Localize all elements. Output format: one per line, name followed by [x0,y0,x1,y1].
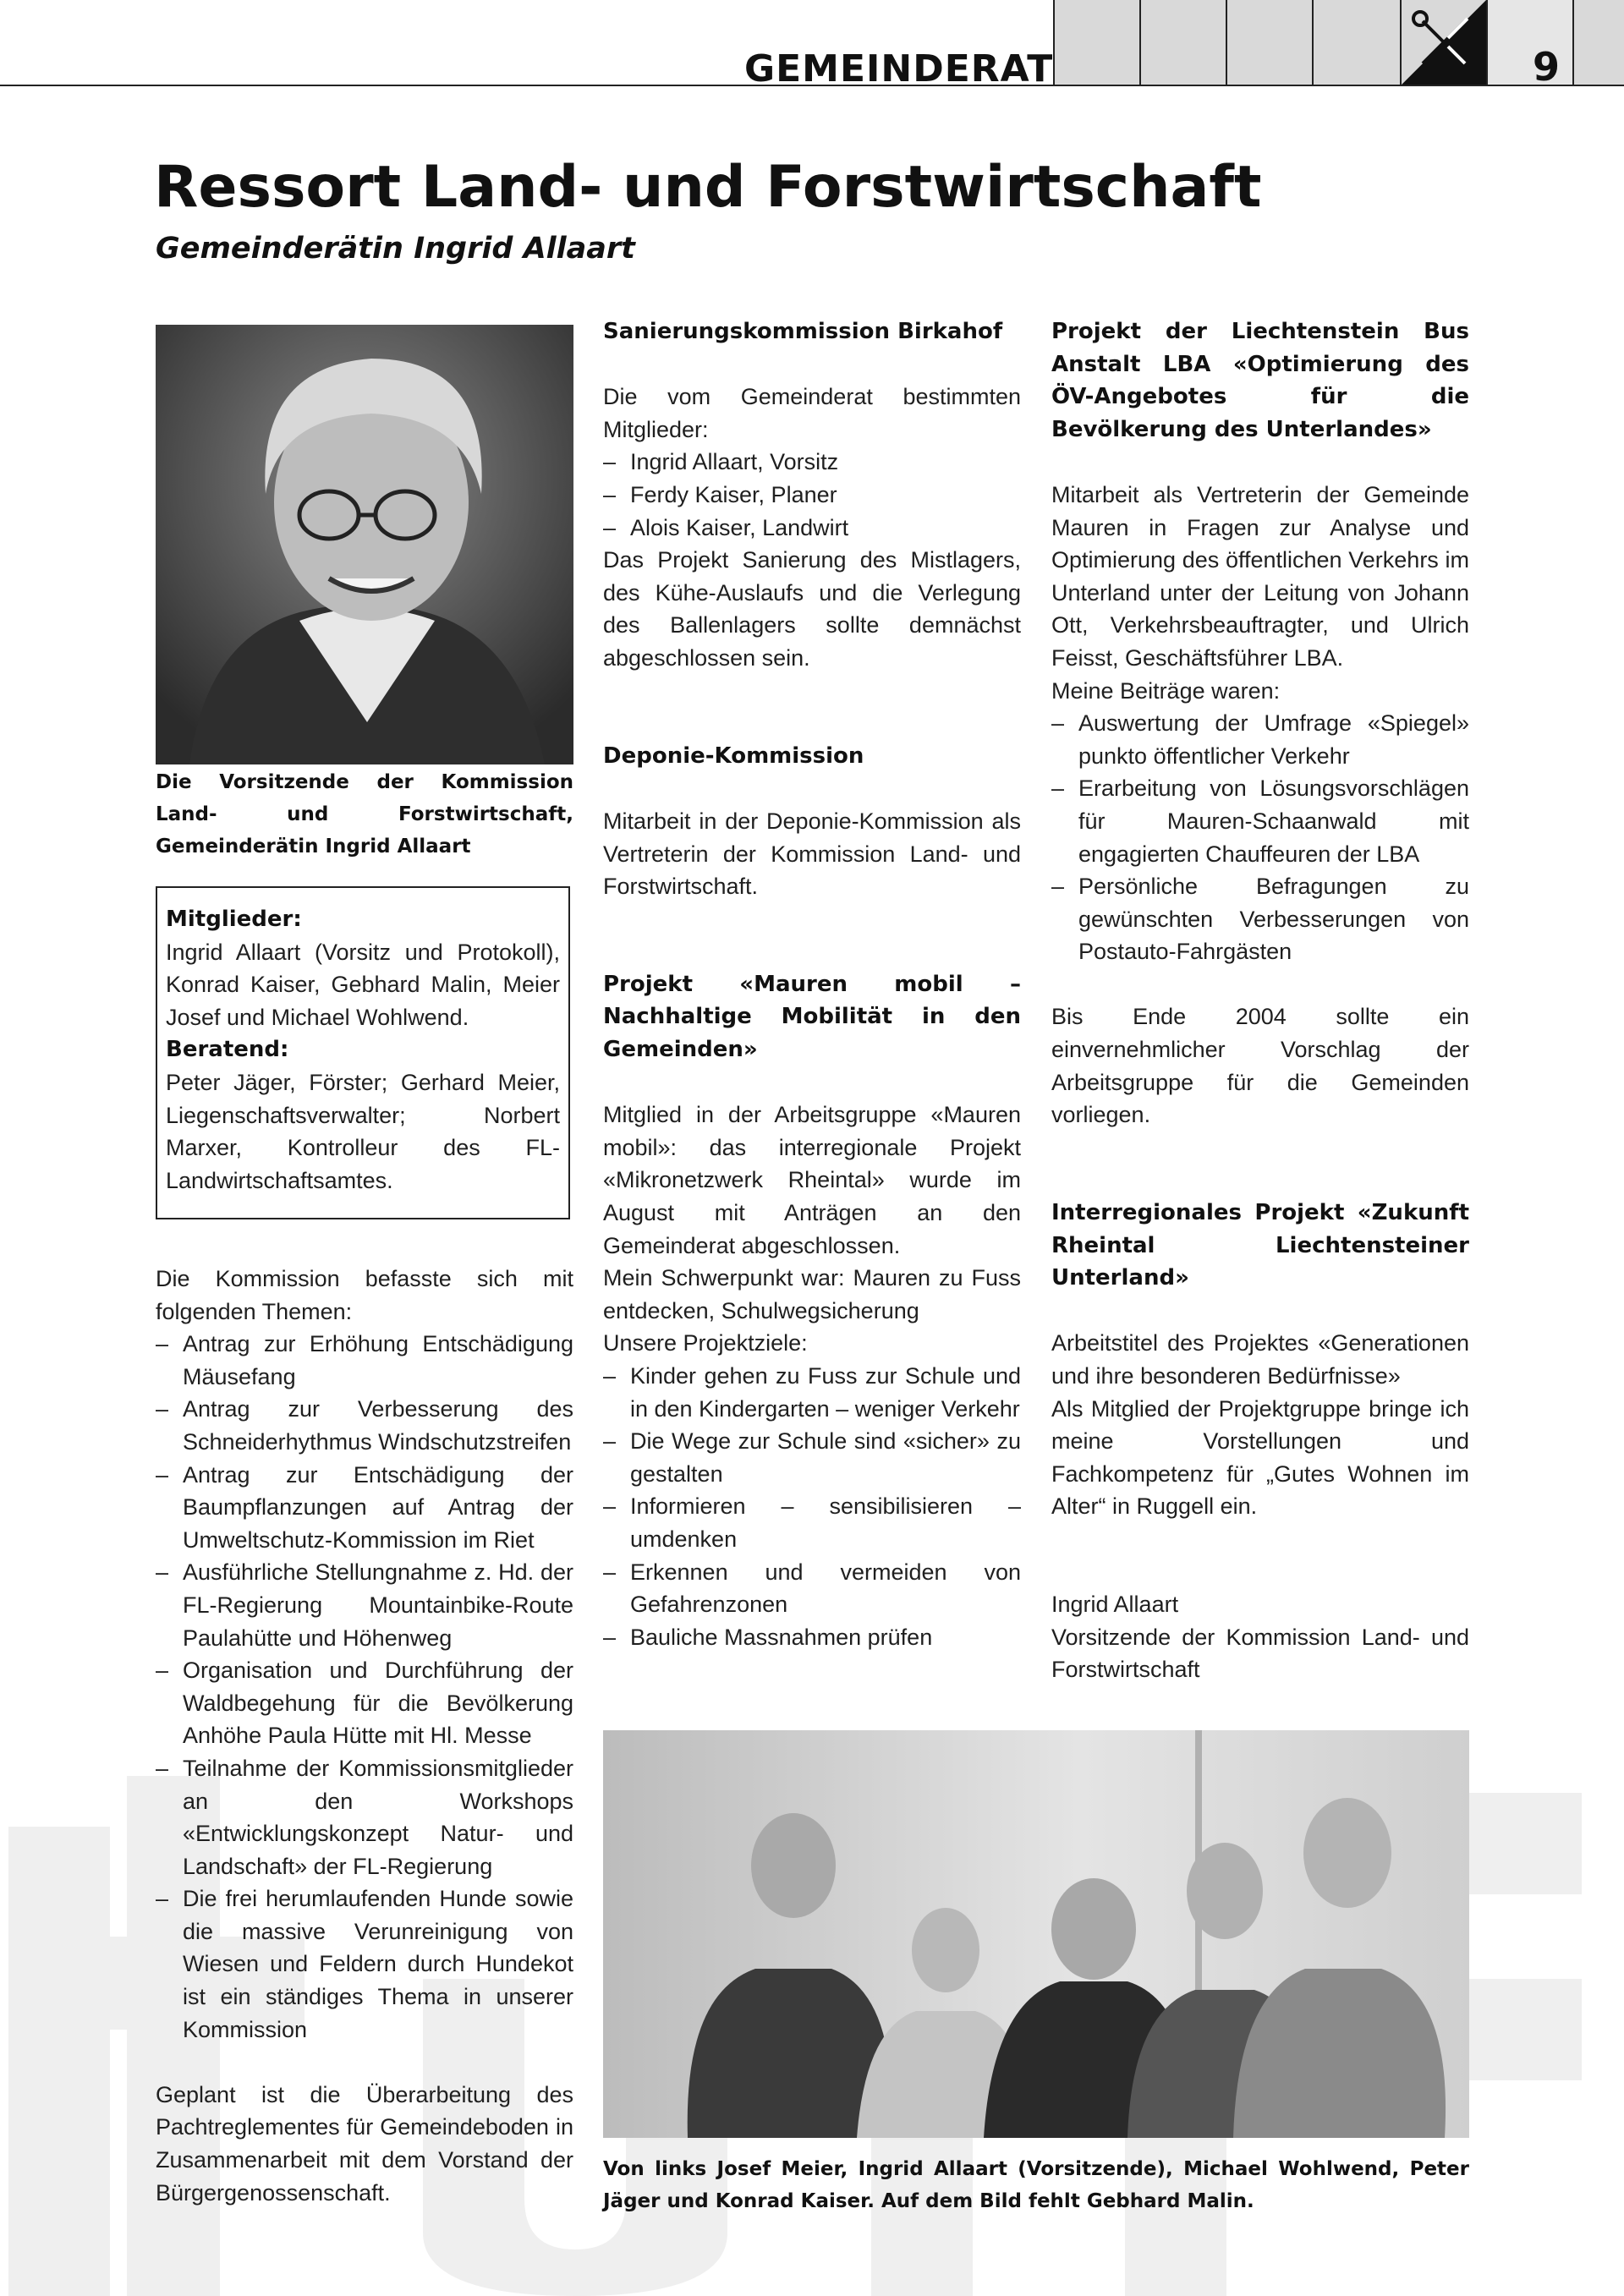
section-heading: Projekt der Liechtenstein Bus Anstalt LBA «Optimierung des ÖV-Angebotes für die Bevölkerung des Unterlandes» [1051,319,1469,442]
list-item: – Alois Kaiser, Landwirt [603,512,1021,545]
column-1 [156,1263,573,2209]
column-3 [1051,315,1469,1686]
municipality-logo [1400,0,1486,85]
list-item: – Ferdy Kaiser, Planer [603,479,1021,512]
paragraph: Als Mitglied der Projektgruppe bringe ich meine Vorstellungen und Fachkompetenz für „Gutes Wohnen im Alter“ in Ruggell ein. [1051,1395,1469,1520]
paragraph: Das Projekt Sanierung des Mistlagers, des Kühe-Auslaufs und die Verlegung des Ballenlagers sollte demnächst abgeschlossen sein. [603,547,1021,671]
list-item: – Teilnahme der Kommissionsmitglieder an den Workshops «Entwicklungskonzept Natur- und Landschaft» der FL-Regierung [156,1752,573,1882]
paragraph: Bis Ende 2004 sollte ein einvernehmlicher Vorschlag der Arbeitsgruppe für die Gemeinden vorliegen. [1051,1004,1469,1128]
list-item: – Antrag zur Erhöhung Entschädigung Mäusefang [156,1328,573,1393]
list-item: – Antrag zur Verbesserung des Schneiderhythmus Windschutzstreifen [156,1393,573,1458]
paragraph: Mein Schwerpunkt war: Mauren zu Fuss entdecken, Schulwegsicherung [603,1265,1021,1323]
list-item: – Auswertung der Umfrage «Spiegel» punkto öffentlicher Verkehr [1051,707,1469,772]
paragraph: Meine Beiträge waren: [1051,677,1281,704]
header-cell [1226,0,1312,85]
portrait-caption: Die Vorsitzende der Kommission Land- und Forstwirtschaft, Gemeinderätin Ingrid Allaart [156,771,573,858]
list-item: – Bauliche Massnahmen prüfen [603,1621,1021,1654]
topics-intro: Die Kommission befasste sich mit folgenden Themen: [156,1266,573,1324]
paragraph: Die vom Gemeinderat bestimmten Mitglieder: [603,384,1021,442]
section-title: GEMEINDERAT [744,47,1054,90]
page-number: 9 [1532,44,1560,90]
list-item: – Erarbeitung von Lösungsvorschlägen für Mauren-Schaanwald mit engagierten Chauffeuren der LBA [1051,772,1469,870]
section-heading: Projekt «Mauren mobil – Nachhaltige Mobilität in den Gemeinden» [603,971,1021,1063]
list-item: – Informieren – sensibilisieren – umdenken [603,1490,1021,1555]
goals-list [603,1360,1021,1653]
members-box [156,886,570,1219]
section-heading: Sanierungskommission Birkahof [603,319,1003,344]
paragraph: Mitarbeit als Vertreterin der Gemeinde Mauren in Fragen zur Analyse und Optimierung des öffentlichen Verkehrs im Unterland unter der Leitung von Johann Ott, Verkehrsbeauftragter, und Ulrich Feisst, Geschäftsführer LBA. [1051,481,1469,671]
header-cell [1139,0,1226,85]
list-item: – Erkennen und vermeiden von Gefahrenzonen [603,1556,1021,1621]
advisors-heading: Beratend: [166,1037,289,1063]
members-text: Ingrid Allaart (Vorsitz und Protokoll), Konrad Kaiser, Gebhard Malin, Meier Josef und Michael Wohlwend. [166,939,560,1030]
signature-role: Vorsitzende der Kommission Land- und Forstwirtschaft [1051,1624,1469,1683]
list-item: – Ausführliche Stellungnahme z. Hd. der FL-Regierung Mountainbike-Route Paulahütte und Höhenweg [156,1556,573,1654]
column-2 [603,315,1021,1653]
advisors-text: Peter Jäger, Förster; Gerhard Meier, Liegenschaftsverwalter; Norbert Marxer, Kontrolleur des FL-Landwirtschaftsamtes. [166,1069,560,1193]
paragraph: Arbeitstitel des Projektes «Generationen und ihre besonderen Bedürfnisse» [1051,1330,1469,1389]
section-heading: Interregionales Projekt «Zukunft Rheintal Liechtensteiner Unterland» [1051,1200,1469,1291]
list-item: – Kinder gehen zu Fuss zur Schule und in den Kindergarten – weniger Verkehr [603,1360,1021,1425]
list-item: – Ingrid Allaart, Vorsitz [603,446,1021,479]
signature-name: Ingrid Allaart [1051,1592,1179,1618]
article-title: Ressort Land- und Forstwirtschaft [154,154,1262,221]
section-heading: Deponie-Kommission [603,743,864,769]
group-photo-caption: Von links Josef Meier, Ingrid Allaart (Vorsitzende), Michael Wohlwend, Peter Jäger und Konrad Kaiser. Auf dem Bild fehlt Gebhard Malin. [603,2158,1469,2212]
paragraph: Mitglied in der Arbeitsgruppe «Mauren mobil»: das interregionale Projekt «Mikronetzwerk Rheintal» wurde im August mit Anträgen an den Gemeinderat abgeschlossen. [603,1102,1021,1258]
closing-paragraph: Geplant ist die Überarbeitung des Pachtreglementes für Gemeindeboden in Zusammenarbeit mit dem Vorstand der Bürgergenossenschaft. [156,2081,573,2206]
group-photo [603,1730,1469,2138]
portrait-photo [156,325,573,764]
list-item: – Die Wege zur Schule sind «sicher» zu gestalten [603,1425,1021,1490]
paragraph: Unsere Projektziele: [603,1330,808,1356]
list-item: – Persönliche Befragungen zu gewünschten Verbesserungen von Postauto-Fahrgästen [1051,870,1469,968]
paragraph: Mitarbeit in der Deponie-Kommission als Vertreterin der Kommission Land- und Forstwirtschaft. [603,808,1021,900]
members-heading: Mitglieder: [166,907,302,932]
list-item: – Die frei herumlaufenden Hunde sowie die massive Verunreinigung von Wiesen und Feldern durch Hundekot ist ein ständiges Thema in unserer Kommission [156,1882,573,2046]
header-cell [1053,0,1139,85]
members-list [603,446,1021,544]
header-cell [1312,0,1400,85]
article-subtitle: Gemeinderätin Ingrid Allaart [156,232,635,266]
crest-icon [1402,0,1486,85]
topics-list [156,1328,573,2046]
list-item: – Antrag zur Entschädigung der Baumpflanzungen auf Antrag der Umweltschutz-Kommission im Riet [156,1459,573,1557]
contributions-list [1051,707,1469,968]
list-item: – Organisation und Durchführung der Waldbegehung für die Bevölkerung Anhöhe Paula Hütte mit Hl. Messe [156,1654,573,1752]
